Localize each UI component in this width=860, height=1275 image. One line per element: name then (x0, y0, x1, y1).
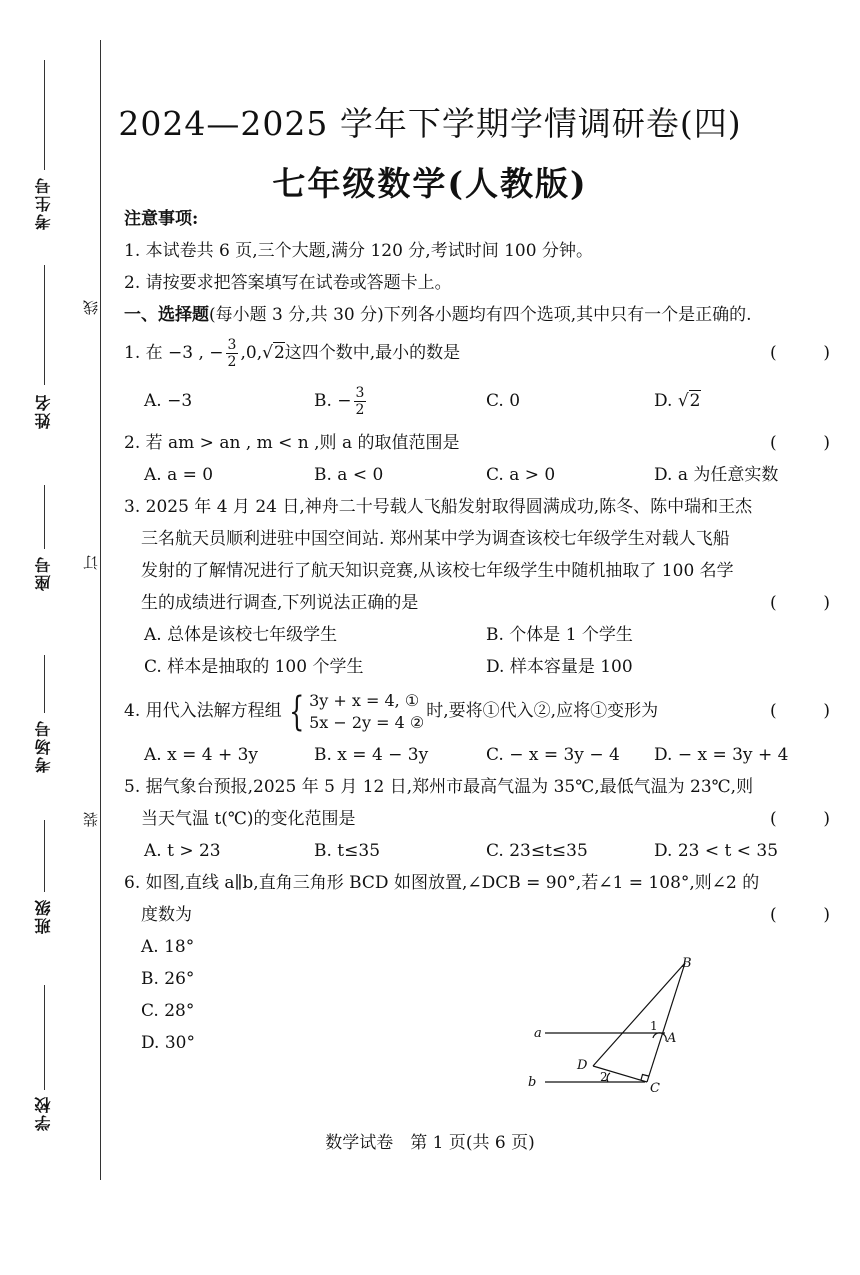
equation-1: 3y + x = 4, ① (309, 690, 420, 710)
field-label-seat-number: 座号 (34, 555, 53, 591)
label-b-point: B (682, 956, 692, 971)
choice-a: A. t > 23 (144, 841, 221, 861)
question-4-stem: 4. 用代入法解方程组 { 3y + x = 4, ① 5x − 2y = 4 ② 时,要将①代入②,应将①变形为 ( ) (124, 683, 836, 739)
question-1-mid: ,0,√ (240, 343, 273, 363)
question-3-line: 三名航天员顺利进驻中国空间站. 郑州某中学为调查该校七年级学生对载人飞船 (141, 529, 730, 549)
answer-bracket: ( ) (770, 701, 830, 721)
choice-d: D. 23 < t < 35 (654, 841, 779, 861)
choice-c: C. 28° (141, 1001, 195, 1021)
notes-heading: 注意事项: (124, 209, 199, 229)
choice-d: D. − x = 3y + 4 (654, 745, 789, 765)
field-blank-name (44, 265, 45, 385)
field-label-school: 学校 (34, 1095, 53, 1131)
question-5-line: 5. 据气象台预报,2025 年 5 月 12 日,郑州市最高气温为 35℃,最低气温为 23℃,则 (124, 777, 754, 797)
question-3-choices-row2 (124, 651, 836, 683)
question-6-line: 6. 如图,直线 a∥b,直角三角形 BCD 如图放置,∠DCB = 90°,若∠1 = 108°,则∠2 的 (124, 873, 760, 893)
choice-b: B. t≤35 (314, 841, 381, 861)
answer-bracket: ( ) (770, 593, 830, 613)
field-label-exam-room: 考场号 (34, 719, 53, 773)
answer-bracket: ( ) (770, 905, 830, 925)
question-4-choices (124, 739, 836, 771)
label-a-point: A (667, 1031, 677, 1046)
exam-title: 2024—2025 学年下学期学情调研卷(四) (118, 104, 742, 143)
page-footer: 数学试卷 第 1 页(共 6 页) (325, 1133, 535, 1153)
field-blank-exam-room (44, 655, 45, 713)
binding-margin-line (100, 40, 101, 1180)
question-1-prefix: 1. 在 −3 , − (124, 343, 224, 363)
exam-subtitle: 七年级数学(人教版) (272, 164, 588, 203)
question-1-suffix: 这四个数中,最小的数是 (284, 343, 461, 363)
notes-item: 1. 本试卷共 6 页,三个大题,满分 120 分,考试时间 100 分钟。 (124, 241, 593, 261)
question-2-stem: 2. 若 am > an , m < n ,则 a 的取值范围是 ( ) (124, 427, 836, 459)
choice-c: C. 样本是抽取的 100 个学生 (144, 657, 364, 677)
angle-1-arc (653, 1033, 666, 1041)
choice-a: A. −3 (144, 391, 193, 411)
fraction-denominator: 2 (227, 354, 237, 370)
section-heading (124, 299, 836, 331)
answer-bracket: ( ) (770, 343, 830, 363)
choice-b: B. 26° (141, 969, 195, 989)
field-label-name: 姓名 (34, 393, 53, 429)
field-blank-school (44, 985, 45, 1090)
choice-c: C. a > 0 (486, 465, 556, 485)
choice-d: D. √2 (654, 391, 701, 411)
answer-bracket: ( ) (770, 433, 830, 453)
choice-a: A. 总体是该校七年级学生 (144, 625, 338, 645)
field-label-class: 班级 (34, 898, 53, 934)
choice-c: C. 0 (486, 391, 521, 411)
seal-char-bind: 订 (82, 555, 100, 570)
choice-c: C. 23≤t≤35 (486, 841, 588, 861)
choice-c: C. − x = 3y − 4 (486, 745, 620, 765)
field-label-candidate-number: 考生号 (34, 176, 53, 230)
field-blank-seat-number (44, 485, 45, 549)
side-bd (593, 963, 685, 1066)
equation-2: 5x − 2y = 4 ② (309, 712, 425, 732)
question-6-line: 度数为 ( ) (124, 899, 836, 931)
geometry-figure (520, 953, 710, 1093)
choice-b: B. x = 4 − 3y (314, 745, 429, 765)
question-3-choices-row1 (124, 619, 836, 651)
choice-a: A. 18° (141, 937, 195, 957)
choice-d: D. 样本容量是 100 (486, 657, 633, 677)
field-blank-class (44, 820, 45, 892)
question-3-line: 生的成绩进行调查,下列说法正确的是 ( ) (124, 587, 836, 619)
question-5-choices (124, 835, 836, 867)
label-angle-1: 1 (650, 1019, 658, 1033)
exam-content (124, 203, 836, 1059)
question-3-line: 发射的了解情况进行了航天知识竞赛,从该校七年级学生中随机抽取了 100 名学 (141, 561, 734, 581)
sqrt-radicand: 2 (273, 343, 285, 363)
answer-bracket: ( ) (770, 809, 830, 829)
section-description: (每小题 3 分,共 30 分)下列各小题均有四个选项,其中只有一个是正确的. (209, 305, 752, 325)
question-5-line: 当天气温 t(℃)的变化范围是 ( ) (124, 803, 836, 835)
question-1-choices (124, 375, 836, 427)
question-1-stem (124, 331, 836, 375)
choice-b: B. − $\frac{3}{2}$ (314, 385, 365, 418)
section-title: 一、选择题 (124, 305, 209, 325)
seal-char-mount: 装 (82, 812, 100, 827)
choice-d: D. 30° (141, 1033, 195, 1053)
label-line-a: a (534, 1026, 542, 1041)
question-3-line: 3. 2025 年 4 月 24 日,神舟二十号载人飞船发射取得圆满成功,陈冬、陈中瑞和王杰 (124, 497, 753, 517)
label-c-point: C (650, 1081, 660, 1093)
choice-a: A. a = 0 (144, 465, 214, 485)
fraction-numerator: 3 (227, 337, 237, 353)
notes-item: 2. 请按要求把答案填写在试卷或答题卡上。 (124, 273, 452, 293)
label-d-point: D (577, 1058, 588, 1073)
question-2-choices (124, 459, 836, 491)
label-angle-2: 2 (600, 1070, 608, 1084)
choice-b: B. a < 0 (314, 465, 384, 485)
choice-b: B. 个体是 1 个学生 (486, 625, 633, 645)
seal-char-line: 线 (82, 300, 100, 315)
choice-d: D. a 为任意实数 (654, 465, 779, 485)
fraction-three-halves (226, 337, 239, 370)
choice-a: A. x = 4 + 3y (144, 745, 259, 765)
equation-system: { 3y + x = 4, ① 5x − 2y = 4 ② (288, 688, 425, 735)
label-line-b: b (528, 1075, 537, 1090)
